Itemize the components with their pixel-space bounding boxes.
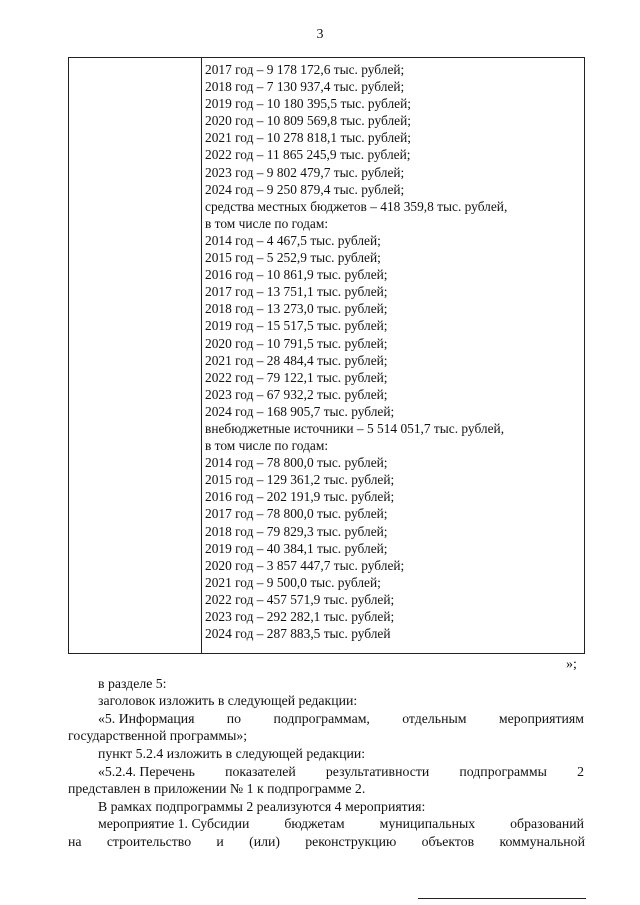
- budget-line: 2017 год – 13 751,1 тыс. рублей;: [205, 284, 388, 300]
- budget-line: 2021 год – 9 500,0 тыс. рублей;: [205, 574, 381, 590]
- budget-line: 2015 год – 129 361,2 тыс. рублей;: [205, 472, 395, 488]
- justified-word: по: [226, 711, 242, 726]
- budget-line: в том числе по годам:: [205, 215, 329, 231]
- justified-word: муниципальных: [379, 816, 476, 831]
- budget-line: 2019 год – 15 517,5 тыс. рублей;: [205, 318, 388, 334]
- budget-line: 2018 год – 7 130 937,4 тыс. рублей;: [205, 79, 405, 95]
- budget-line: 2014 год – 4 467,5 тыс. рублей;: [205, 232, 381, 248]
- budget-line: 2024 год – 9 250 879,4 тыс. рублей;: [205, 181, 405, 197]
- budget-line: 2023 год – 292 282,1 тыс. рублей;: [205, 609, 395, 624]
- budget-line: 2023 год – 67 932,2 тыс. рублей;: [205, 386, 388, 402]
- budget-line: 2014 год – 78 800,0 тыс. рублей;: [205, 455, 388, 471]
- budget-line: в том числе по годам:: [205, 438, 329, 454]
- budget-line: 2017 год – 9 178 172,6 тыс. рублей;: [205, 62, 405, 77]
- measures-intro: В рамках подпрограммы 2 реализуются 4 мероприятия:: [98, 799, 426, 814]
- justified-word: «5. Информация: [98, 711, 195, 726]
- budget-line: 2022 год – 457 571,9 тыс. рублей;: [205, 591, 395, 607]
- justified-word: коммунальной: [499, 834, 585, 849]
- budget-line: 2023 год – 9 802 479,7 тыс. рублей;: [205, 164, 405, 180]
- section-5-intro: в разделе 5:: [98, 676, 167, 691]
- justified-word: бюджетам: [284, 816, 345, 831]
- budget-line: 2020 год – 10 791,5 тыс. рублей;: [205, 335, 388, 351]
- budget-line: 2021 год – 10 278 818,1 тыс. рублей;: [205, 130, 411, 146]
- item-instruction: пункт 5.2.4 изложить в следующей редакции:: [98, 746, 366, 761]
- justified-word: на: [68, 834, 82, 849]
- table-column-divider: [201, 58, 202, 653]
- justified-word: и: [216, 834, 224, 849]
- section-5-heading-line: [98, 710, 584, 727]
- budget-line: 2020 год – 10 809 569,8 тыс. рублей;: [205, 113, 411, 129]
- budget-line: 2018 год – 79 829,3 тыс. рублей;: [205, 523, 388, 539]
- budget-line: 2022 год – 11 865 245,9 тыс. рублей;: [205, 147, 411, 163]
- budget-line: 2019 год – 40 384,1 тыс. рублей;: [205, 540, 388, 556]
- justified-word: образований: [510, 816, 584, 831]
- page-number: 3: [316, 27, 324, 42]
- budget-line: 2018 год – 13 273,0 тыс. рублей;: [205, 301, 388, 317]
- justified-word: мероприятие 1. Субсидии: [98, 816, 250, 831]
- justified-word: реконструкцию: [305, 834, 397, 849]
- justified-word: строительство: [106, 834, 192, 849]
- justified-word: мероприятиям: [498, 711, 584, 726]
- budget-line: 2019 год – 10 180 395,5 тыс. рублей;: [205, 96, 411, 112]
- justified-word: отдельным: [402, 711, 467, 726]
- budget-lines-list: [205, 61, 580, 642]
- justified-word: результативности: [325, 764, 430, 779]
- justified-word: объектов: [421, 834, 475, 849]
- budget-line: 2016 год – 10 861,9 тыс. рублей;: [205, 267, 388, 283]
- heading-instruction: заголовок изложить в следующей редакции:: [98, 693, 358, 708]
- budget-line: 2024 год – 168 905,7 тыс. рублей;: [205, 403, 395, 419]
- justified-word: (или): [249, 834, 280, 849]
- justified-word: подпрограммам,: [273, 711, 370, 726]
- justified-word: подпрограммы: [459, 764, 547, 779]
- justified-word: «5.2.4. Перечень: [98, 764, 195, 779]
- measure-1-continuation: [68, 833, 585, 850]
- budget-line: 2017 год – 78 800,0 тыс. рублей;: [205, 506, 388, 522]
- section-5-heading-continuation: государственной программы»;: [68, 728, 248, 743]
- budget-line: 2024 год – 287 883,5 тыс. рублей: [205, 626, 391, 642]
- budget-line: внебюджетные источники – 5 514 051,7 тыс. рублей,: [205, 420, 505, 436]
- measure-1-line: [98, 815, 584, 832]
- budget-line: 2015 год – 5 252,9 тыс. рублей;: [205, 250, 381, 266]
- justified-word: 2: [577, 764, 584, 779]
- budget-line: 2022 год – 79 122,1 тыс. рублей;: [205, 369, 388, 385]
- footer-rule: [418, 898, 586, 899]
- budget-line: 2021 год – 28 484,4 тыс. рублей;: [205, 352, 388, 368]
- item-5-2-4-line: [98, 763, 584, 780]
- justified-word: показателей: [225, 764, 296, 779]
- budget-line: 2020 год – 3 857 447,7 тыс. рублей;: [205, 557, 405, 573]
- budget-line: средства местных бюджетов – 418 359,8 тыс. рублей,: [205, 198, 508, 214]
- closing-quote: »;: [566, 657, 577, 672]
- budget-table: [68, 57, 585, 654]
- budget-line: 2016 год – 202 191,9 тыс. рублей;: [205, 489, 395, 505]
- item-5-2-4-continuation: представлен в приложении № 1 к подпрограмме 2.: [68, 781, 366, 796]
